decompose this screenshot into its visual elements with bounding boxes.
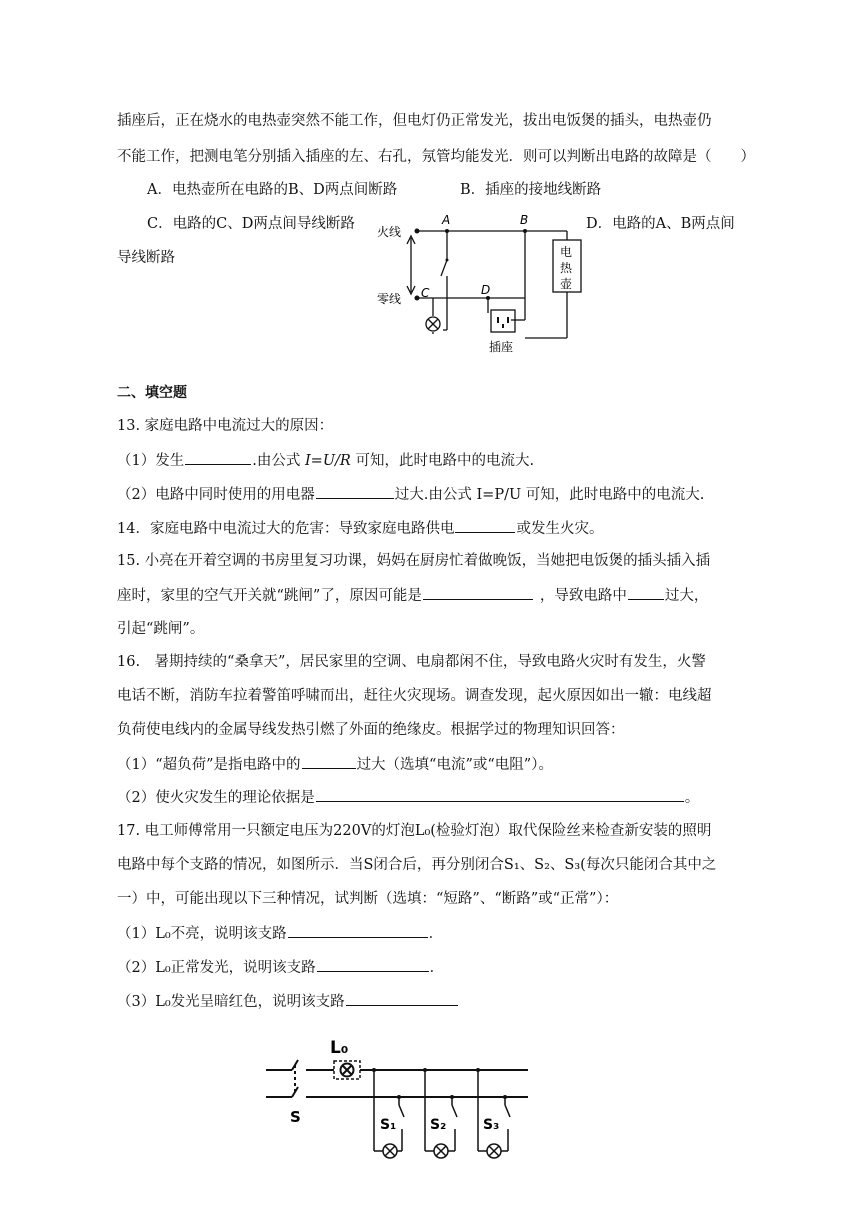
q16-part-1: （1）“超负荷”是指电路中的 过大（选填“电流”或“电阻”）。 xyxy=(117,754,553,775)
switch-s2-label: S₂ xyxy=(430,1117,447,1133)
q13-part-1: （1）发生 .由公式 I=U/R 可知，此时电路中的电流大. xyxy=(117,450,534,471)
q15-line-3: 引起“跳闸”。 xyxy=(117,621,205,637)
switch-s3-label: S₃ xyxy=(483,1117,500,1133)
option-c: C．电路的C、D两点间导线断路 xyxy=(147,216,355,232)
option-d-cont: 导线断路 xyxy=(117,250,175,266)
q16-line-3: 负荷使电线内的金属导线发热引燃了外面的绝缘皮。根据学过的物理知识回答： xyxy=(117,722,625,738)
q15-line-1: 15. 小亮在开着空调的书房里复习功课，妈妈在厨房忙着做晚饭，当她把电饭煲的插头插入插 xyxy=(117,553,711,569)
answer-blank[interactable] xyxy=(288,923,428,938)
kettle-label-2: 热 xyxy=(560,261,573,275)
point-a-label: A xyxy=(442,213,451,227)
point-b-label: B xyxy=(520,213,529,227)
option-d: D．电路的A、B两点间 xyxy=(586,216,735,232)
q17-part-3: （3）L₀发光呈暗红色，说明该支路 xyxy=(117,991,459,1012)
switch-s-label: S xyxy=(290,1108,301,1126)
switch-s1-label: S₁ xyxy=(380,1117,397,1133)
q16-line-2: 电话不断，消防车拉着警笛呼啸而出，赶往火灾现场。调查发现，起火原因如出一辙：电线超 xyxy=(117,688,712,704)
option-b: B．插座的接地线断路 xyxy=(460,182,602,198)
q12-line-1: 插座后，正在烧水的电热壶突然不能工作，但电灯仍正常发光，拔出电饭煲的插头，电热壶仍 xyxy=(117,113,712,129)
kettle-circuit-figure xyxy=(375,212,585,357)
q13-part-2: （2）电路中同时使用的用电器 过大.由公式 I=P/U 可知，此时电路中的电流大. xyxy=(117,484,704,505)
answer-blank[interactable] xyxy=(316,787,684,802)
q13-stem: 13. 家庭电路中电流过大的原因： xyxy=(117,418,334,434)
q16-part-2: （2）使火灾发生的理论依据是 。 xyxy=(117,787,699,808)
q15-line-2: 座时，家里的空气开关就“跳闸”了，原因可能是 ，导致电路中 过大， xyxy=(117,585,708,606)
lamp-l0-label: L₀ xyxy=(330,1038,349,1058)
socket-label: 插座 xyxy=(489,340,514,354)
answer-blank[interactable] xyxy=(317,957,429,972)
q17-line-1: 17. 电工师傅常用一只额定电压为220V的灯泡L₀(检验灯泡）取代保险丝来检查新安装的照明 xyxy=(117,823,712,839)
test-lamp-circuit-figure xyxy=(262,1025,534,1175)
point-d-label: D xyxy=(481,283,491,297)
q14: 14．家庭电路中电流过大的危害：导致家庭电路供电 或发生火灾。 xyxy=(117,518,603,539)
q17-line-3: 一）中，可能出现以下三种情况，试判断（选填：“短路”、“断路”或“正常”）： xyxy=(117,891,619,907)
live-wire-label: 火线 xyxy=(377,225,402,239)
branch-circuits xyxy=(374,1070,510,1158)
answer-blank[interactable] xyxy=(423,585,533,600)
answer-blank[interactable] xyxy=(346,991,458,1006)
answer-blank[interactable] xyxy=(628,585,664,600)
section-heading: 二、填空题 xyxy=(117,385,187,401)
neutral-wire-label: 零线 xyxy=(377,292,402,306)
q17-part-1: （1）L₀不亮，说明该支路 ． xyxy=(117,923,443,944)
answer-blank[interactable] xyxy=(185,450,251,465)
answer-blank[interactable] xyxy=(455,518,515,533)
answer-blank[interactable] xyxy=(302,754,356,769)
answer-blank[interactable] xyxy=(316,484,394,499)
option-a: A．电热壶所在电路的B、D两点间断路 xyxy=(147,182,398,198)
q16-line-1: 16. 暑期持续的“桑拿天”，居民家里的空调、电扇都闲不住，导致电路火灾时有发生，火警 xyxy=(117,654,706,670)
q12-line-2: 不能工作，把测电笔分别插入插座的左、右孔，氖管均能发光．则可以判断出电路的故障是（ ） xyxy=(117,149,755,165)
kettle-label-1: 电 xyxy=(560,245,573,259)
kettle-label-3: 壶 xyxy=(560,277,573,291)
q17-part-2: （2）L₀正常发光，说明该支路 ． xyxy=(117,957,444,978)
point-c-label: C xyxy=(421,286,430,300)
q17-line-2: 电路中每个支路的情况，如图所示．当S闭合后，再分别闭合S₁、S₂、S₃(每次只能闭合其中之 xyxy=(117,857,717,873)
